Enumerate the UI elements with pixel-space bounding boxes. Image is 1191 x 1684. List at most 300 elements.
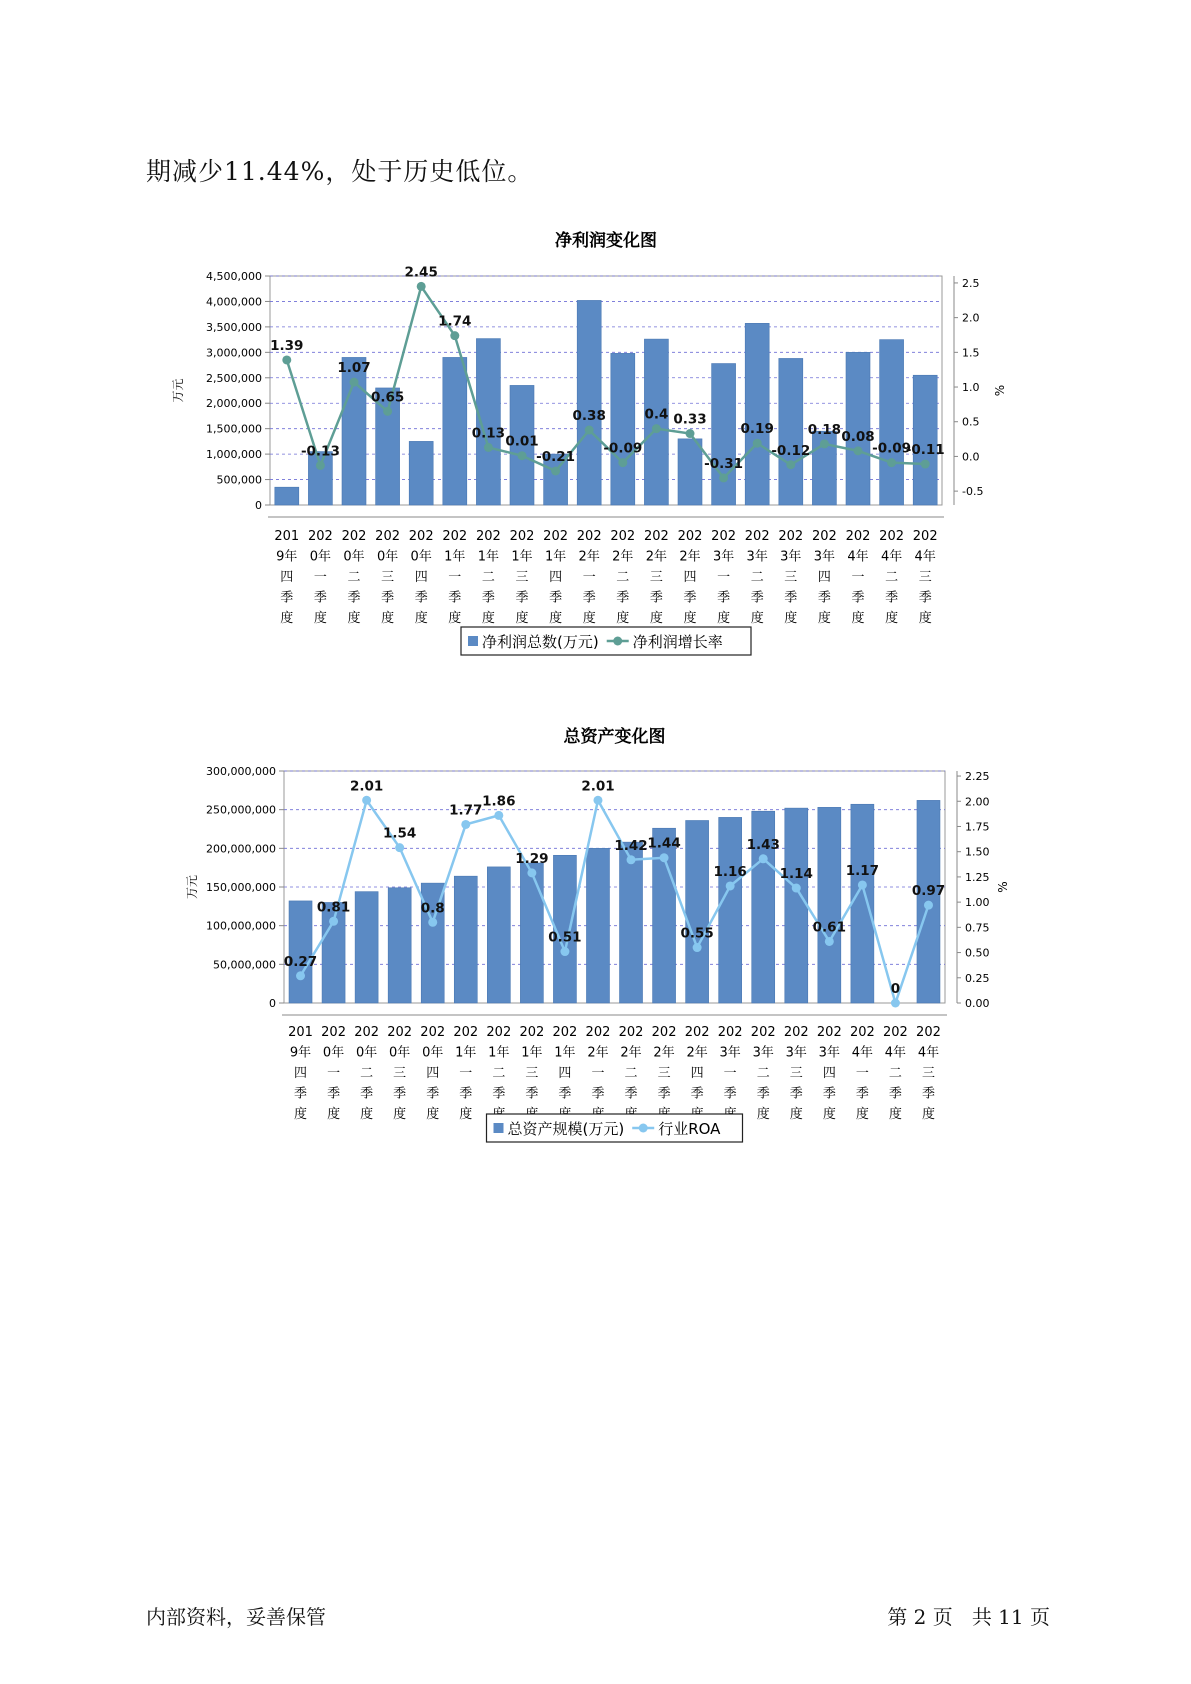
x-category-label-part: 度 [381,611,395,626]
x-category-label [817,1025,842,1122]
x-category-label-part: 四 [817,570,831,585]
x-category-label-part: 季 [855,1086,869,1102]
x-category-label-part: 三 [393,1066,407,1081]
y2-axis-label: % [993,384,1007,397]
assets-line-point [693,943,702,952]
x-category-label-part: 202 [651,1025,677,1040]
x-category-label [846,529,871,626]
y-tick-label: 100,000,000 [206,919,276,933]
x-category-label-part: 季 [525,1086,539,1102]
legend-bar-swatch [468,636,478,646]
profit-data-label: 0.65 [370,389,405,406]
profit-data-label: -0.31 [704,455,744,472]
assets-data-label: 1.16 [713,863,747,880]
legend-line-label: 行业ROA [658,1120,721,1138]
x-category-label [619,1025,644,1122]
y2-tick-label: 0.00 [965,997,990,1010]
x-category-label-part: 202 [677,529,703,544]
profit-data-label: -0.12 [771,442,811,459]
x-category-label-part: 一 [582,570,596,585]
x-category-label-part: 一 [448,570,462,585]
x-category-label-part: 202 [341,529,367,544]
x-category-label-part: 二 [756,1066,770,1081]
x-category-label-part: 季 [649,590,663,606]
profit-bar [308,452,332,505]
assets-line-point [461,820,470,829]
x-category-label-part: 0年 [376,549,399,565]
x-category-label-part: 三 [649,570,663,585]
x-category-label-part: 2年 [645,549,668,565]
x-category-label-part: 202 [387,1025,413,1040]
y-tick-label: 250,000,000 [206,803,276,817]
x-category-label [883,1025,908,1122]
x-category-label-part: 季 [347,590,361,606]
x-category-label-part: 202 [519,1025,545,1040]
profit-line-point [383,407,392,416]
x-category-label-part: 季 [327,1086,341,1102]
x-category-label-part: 季 [851,590,865,606]
profit-data-label: -0.09 [603,440,643,457]
assets-data-label: 0.8 [420,900,445,917]
profit-data-label: 0.18 [807,421,842,438]
assets-line-point [924,901,933,910]
x-category-label-part: 季 [756,1086,770,1102]
x-category-label-part: 二 [492,1066,506,1081]
assets-bar [289,901,312,1003]
y2-tick-label: 0.0 [962,450,980,464]
assets-data-label: 1.44 [647,835,681,852]
profit-bar [712,364,736,505]
profit-bar [678,439,702,505]
profit-bar [275,487,299,505]
x-category-label-part: 度 [426,1107,440,1122]
y-tick-label: 4,000,000 [206,295,262,309]
x-category-label-part: 季 [426,1086,440,1102]
profit-line-point [686,429,695,438]
x-category-label-part: 季 [683,590,697,606]
x-category-label-part: 度 [549,611,563,626]
assets-line-point [329,917,338,926]
y2-tick-label: 0.5 [962,415,980,429]
x-category-label [553,1025,578,1122]
x-category-label [543,529,568,626]
x-category-label [453,1025,478,1122]
x-category-label-part: 度 [784,611,798,626]
x-category-label-part: 度 [888,1107,902,1122]
x-category-label-part: 度 [649,611,663,626]
assets-data-label: 1.17 [845,862,880,879]
footer-confidential-note: 内部资料，妥善保管 [146,1605,326,1629]
x-category-label-part: 季 [492,1086,506,1102]
y-tick-label: 0 [269,997,276,1010]
x-category-label-part: 度 [717,611,731,626]
x-category-label-part: 0年 [343,549,365,565]
profit-line-point [450,331,459,340]
x-category-label [354,1025,379,1122]
profit-line-point [652,424,661,433]
x-category-label-part: 度 [459,1107,473,1122]
x-category-label [745,529,770,626]
x-category-label-part: 四 [683,570,697,585]
assets-bar [719,817,742,1003]
y-tick-label: 500,000 [216,473,262,487]
assets-line-point [362,796,371,805]
x-category-label-part: 四 [558,1066,572,1081]
x-category-label-part: 3年 [818,1045,840,1061]
y2-tick-label: -0.5 [962,485,984,499]
assets-bar [818,807,841,1003]
x-category-label [274,529,299,626]
x-category-label-part: 季 [717,590,731,606]
assets-data-label: 1.29 [515,850,549,867]
assets-data-label: 0.61 [812,919,846,936]
x-category-label [784,1025,809,1122]
x-category-label [711,529,736,626]
x-category-label-part: 202 [552,1025,578,1040]
y2-tick-label: 0.50 [965,946,990,960]
y-tick-label: 0 [255,499,262,512]
assets-line-point [560,947,569,956]
profit-data-label: 0.01 [505,433,539,450]
x-category-label-part: 度 [448,611,462,626]
x-category-label [375,529,400,626]
profit-data-label: -0.13 [300,443,340,460]
assets-line-point [792,884,801,893]
y2-tick-label: 0.25 [965,971,990,985]
profit-data-label: 0.13 [471,425,506,442]
x-category-label-part: 二 [616,570,630,585]
x-category-label-part: 202 [783,1025,809,1040]
x-category-label-part: 202 [717,1025,743,1040]
assets-bar [686,820,709,1003]
x-category-label-part: 二 [347,570,361,585]
y-tick-label: 200,000,000 [206,842,276,856]
x-category-label-part: 季 [784,590,798,606]
x-category-label-part: 季 [624,1086,638,1102]
x-category-label-part: 季 [393,1086,407,1102]
assets-line-point [759,854,768,863]
x-category-label-part: 4年 [847,549,869,565]
x-category-label-part: 季 [549,590,563,606]
x-category-label-part: 度 [817,611,831,626]
assets-bar [355,892,378,1003]
x-category-label-part: 度 [851,611,865,626]
x-category-label-part: 一 [855,1066,869,1081]
y-tick-label: 4,500,000 [206,270,262,283]
x-category-label [812,529,837,626]
x-category-label-part: 0年 [355,1045,378,1061]
y-tick-label: 150,000,000 [206,881,276,894]
assets-data-label: 2.01 [349,778,384,795]
x-category-label-part: 202 [375,529,401,544]
assets-data-label: 1.54 [383,825,417,842]
x-category-label [778,529,803,626]
profit-bar [443,357,467,505]
x-category-label [519,1025,544,1122]
assets-line-point [296,971,305,980]
x-category-label-part: 201 [274,529,300,544]
x-category-label-part: 202 [610,529,636,544]
x-category-label-part: 度 [360,1107,374,1122]
x-category-label-part: 度 [683,611,697,626]
x-category-label-part: 季 [918,590,932,606]
x-category-label-part: 202 [486,1025,512,1040]
y-tick-label: 2,500,000 [206,371,262,385]
assets-bar [487,867,510,1003]
x-category-label-part: 季 [294,1086,308,1102]
x-category-label-part: 季 [750,590,764,606]
x-category-label-part: 度 [327,1107,341,1122]
profit-data-label: 0.4 [644,406,669,423]
y-tick-label: 1,500,000 [206,422,262,436]
x-category-label [718,1025,743,1122]
x-category-label-part: 三 [789,1066,803,1081]
x-category-label-part: 季 [515,590,529,606]
x-category-label [420,1025,445,1122]
profit-line-point [350,378,359,387]
y2-tick-label: 2.0 [962,311,980,325]
profit-data-label: 1.74 [438,313,472,330]
x-category-label-part: 3年 [719,1045,741,1061]
x-category-label-part: 2年 [587,1045,609,1061]
legend-line-marker [639,1124,648,1133]
y-tick-label: 1,000,000 [206,448,262,462]
x-category-label-part: 202 [916,1025,941,1040]
x-category-label-part: 202 [845,529,871,544]
x-category-label-part: 二 [885,570,899,585]
y-tick-label: 3,500,000 [206,320,262,334]
x-category-label [913,529,938,626]
x-category-label [387,1025,412,1122]
x-category-label-part: 202 [744,529,770,544]
x-category-label-part: 2年 [578,549,600,565]
x-category-label [321,1025,346,1122]
assets-bar [388,888,411,1003]
x-category-label-part: 202 [750,1025,776,1040]
x-category-label-part: 3年 [813,549,836,565]
profit-line-point [887,458,896,467]
x-category-label-part: 202 [816,1025,842,1040]
x-category-label-part: 三 [918,570,932,585]
assets-line-point [891,999,900,1008]
y-tick-label: 50,000,000 [213,958,276,972]
profit-data-label: 0.33 [673,411,707,428]
x-category-label-part: 二 [750,570,764,585]
x-category-label-part: 4年 [914,549,936,565]
x-category-label-part: 三 [525,1066,539,1081]
x-category-label-part: 9年 [289,1045,312,1061]
y-axis-label: 万元 [185,874,199,900]
x-category-label-part: 季 [616,590,630,606]
y-tick-label: 2,000,000 [206,397,262,411]
x-category-label [342,529,367,626]
assets-data-label: 0.51 [548,929,582,946]
x-category-label-part: 2年 [620,1045,642,1061]
x-category-label-part: 3年 [780,549,802,565]
x-category-label-part: 202 [879,529,905,544]
profit-data-label: 0.08 [841,428,875,445]
x-category-label [476,529,501,626]
y-tick-label: 3,000,000 [206,346,262,360]
x-category-label-part: 3年 [785,1045,807,1061]
assets-bar [454,876,477,1003]
x-category-label-part: 季 [558,1086,572,1102]
profit-line-point [618,458,627,467]
x-category-label-part: 三 [921,1066,935,1081]
y2-tick-label: 1.50 [965,845,990,859]
x-category-label-part: 3年 [746,549,768,565]
x-category-label-part: 201 [288,1025,313,1040]
total-assets-chart [0,725,1191,1185]
assets-bar [586,848,609,1003]
x-category-label-part: 季 [888,1086,902,1102]
y2-tick-label: 2.25 [965,770,990,784]
x-category-label-part: 3年 [712,549,735,565]
x-category-label-part: 度 [347,611,361,626]
profit-bar [913,375,937,505]
x-category-label-part: 0年 [389,1045,411,1061]
x-category-label-part: 一 [327,1066,341,1081]
assets-data-label: 1.42 [614,837,648,854]
profit-line-point [518,451,527,460]
x-category-label-part: 202 [576,529,602,544]
x-category-label [586,1025,611,1122]
x-category-label-part: 度 [313,611,327,626]
x-category-label-part: 202 [778,529,804,544]
x-category-label-part: 季 [822,1086,836,1102]
x-category-label-part: 0年 [309,549,332,565]
profit-line-point [551,466,560,475]
profit-line-point [753,439,762,448]
legend [461,627,751,655]
x-category-label-part: 季 [360,1086,374,1102]
x-category-label [510,529,535,626]
y2-tick-label: 1.00 [965,896,990,910]
profit-line-point [786,460,795,469]
x-category-label-part: 202 [643,529,669,544]
chart-title: 总资产变化图 [563,727,666,747]
x-category-label-part: 2年 [679,549,701,565]
x-category-label-part: 度 [616,611,630,626]
x-category-label-part: 四 [294,1066,308,1081]
x-category-label [916,1025,941,1122]
profit-data-label: -0.21 [536,448,576,465]
intro-text: 期减少11.44%，处于历史低位。 [146,157,534,186]
x-category-label-part: 0年 [422,1045,444,1061]
y2-tick-label: 1.5 [962,346,980,360]
x-category-label-part: 1年 [521,1045,543,1061]
x-category-label-part: 0年 [322,1045,345,1061]
x-category-label-part: 202 [420,1025,446,1040]
x-category-label-part: 季 [591,1086,605,1102]
x-category-label-part: 202 [811,529,837,544]
y2-tick-label: 0.75 [965,921,990,935]
x-category-label [610,529,635,626]
y2-tick-label: 2.00 [965,795,990,809]
x-category-label-part: 季 [789,1086,803,1102]
x-category-label-part: 度 [294,1107,308,1122]
x-category-label-part: 季 [448,590,462,606]
x-category-label-part: 202 [475,529,501,544]
x-category-label-part: 季 [723,1086,737,1102]
x-category-label-part: 一 [723,1066,737,1081]
profit-data-label: 0.38 [572,408,606,425]
x-category-label-part: 四 [822,1066,836,1081]
x-category-label [308,529,333,626]
x-category-label-part: 季 [885,590,899,606]
x-category-label-part: 季 [280,590,294,606]
x-category-label-part: 202 [408,529,434,544]
assets-data-label: 0 [890,981,901,997]
x-category-label-part: 9年 [276,549,298,565]
x-category-label [577,529,602,626]
x-category-label-part: 1年 [488,1045,510,1061]
x-category-label-part: 202 [684,1025,710,1040]
x-category-label-part: 4年 [880,549,903,565]
x-category-label-part: 一 [313,570,327,585]
legend [487,1114,743,1142]
x-category-label [652,1025,677,1122]
assets-line-point [428,918,437,927]
x-category-label-part: 四 [690,1066,704,1081]
profit-bar [779,358,803,505]
x-category-label-part: 季 [381,590,395,606]
assets-line-point [627,855,636,864]
profit-data-label: -0.11 [905,442,945,459]
legend-bar-label: 净利润总数(万元) [482,633,599,651]
x-category-label [879,529,904,626]
x-category-label-part: 度 [515,611,529,626]
x-category-label [486,1025,511,1122]
x-category-label-part: 季 [459,1086,473,1102]
x-category-label-part: 三 [381,570,395,585]
y-axis-label: 万元 [171,378,185,403]
x-category-label-part: 四 [414,570,428,585]
x-category-label-part: 度 [855,1107,869,1122]
y-tick-label: 300,000,000 [206,765,276,778]
x-category-label-part: 季 [582,590,596,606]
assets-data-label: 0.55 [680,925,714,942]
x-category-label-part: 季 [921,1086,935,1102]
net-profit-chart [0,225,1191,685]
assets-line-point [726,881,735,890]
profit-line-point [282,355,291,364]
x-category-label-part: 202 [585,1025,611,1040]
y2-axis-label: % [996,881,1010,893]
assets-data-label: 0.81 [316,899,351,916]
assets-bar [785,808,808,1003]
x-category-label-part: 一 [591,1066,605,1081]
legend-bar-swatch [494,1123,504,1133]
x-category-label-part: 202 [509,529,535,544]
x-category-label-part: 202 [912,529,938,544]
profit-bar [611,353,635,505]
x-category-label [288,1025,313,1122]
x-category-label-part: 度 [393,1107,407,1122]
x-category-label-part: 202 [618,1025,644,1040]
legend-bar-label: 总资产规模(万元) [507,1120,625,1138]
x-category-label-part: 三 [657,1066,671,1081]
x-category-label-part: 度 [885,611,899,626]
x-category-label-part: 度 [756,1107,770,1122]
profit-data-label: 1.39 [270,337,304,354]
x-category-label-part: 2年 [653,1045,675,1061]
assets-line-point [527,868,536,877]
profit-line-point [854,446,863,455]
assets-data-label: 1.43 [746,836,780,853]
assets-bar [620,842,643,1003]
x-category-label-part: 202 [543,529,569,544]
